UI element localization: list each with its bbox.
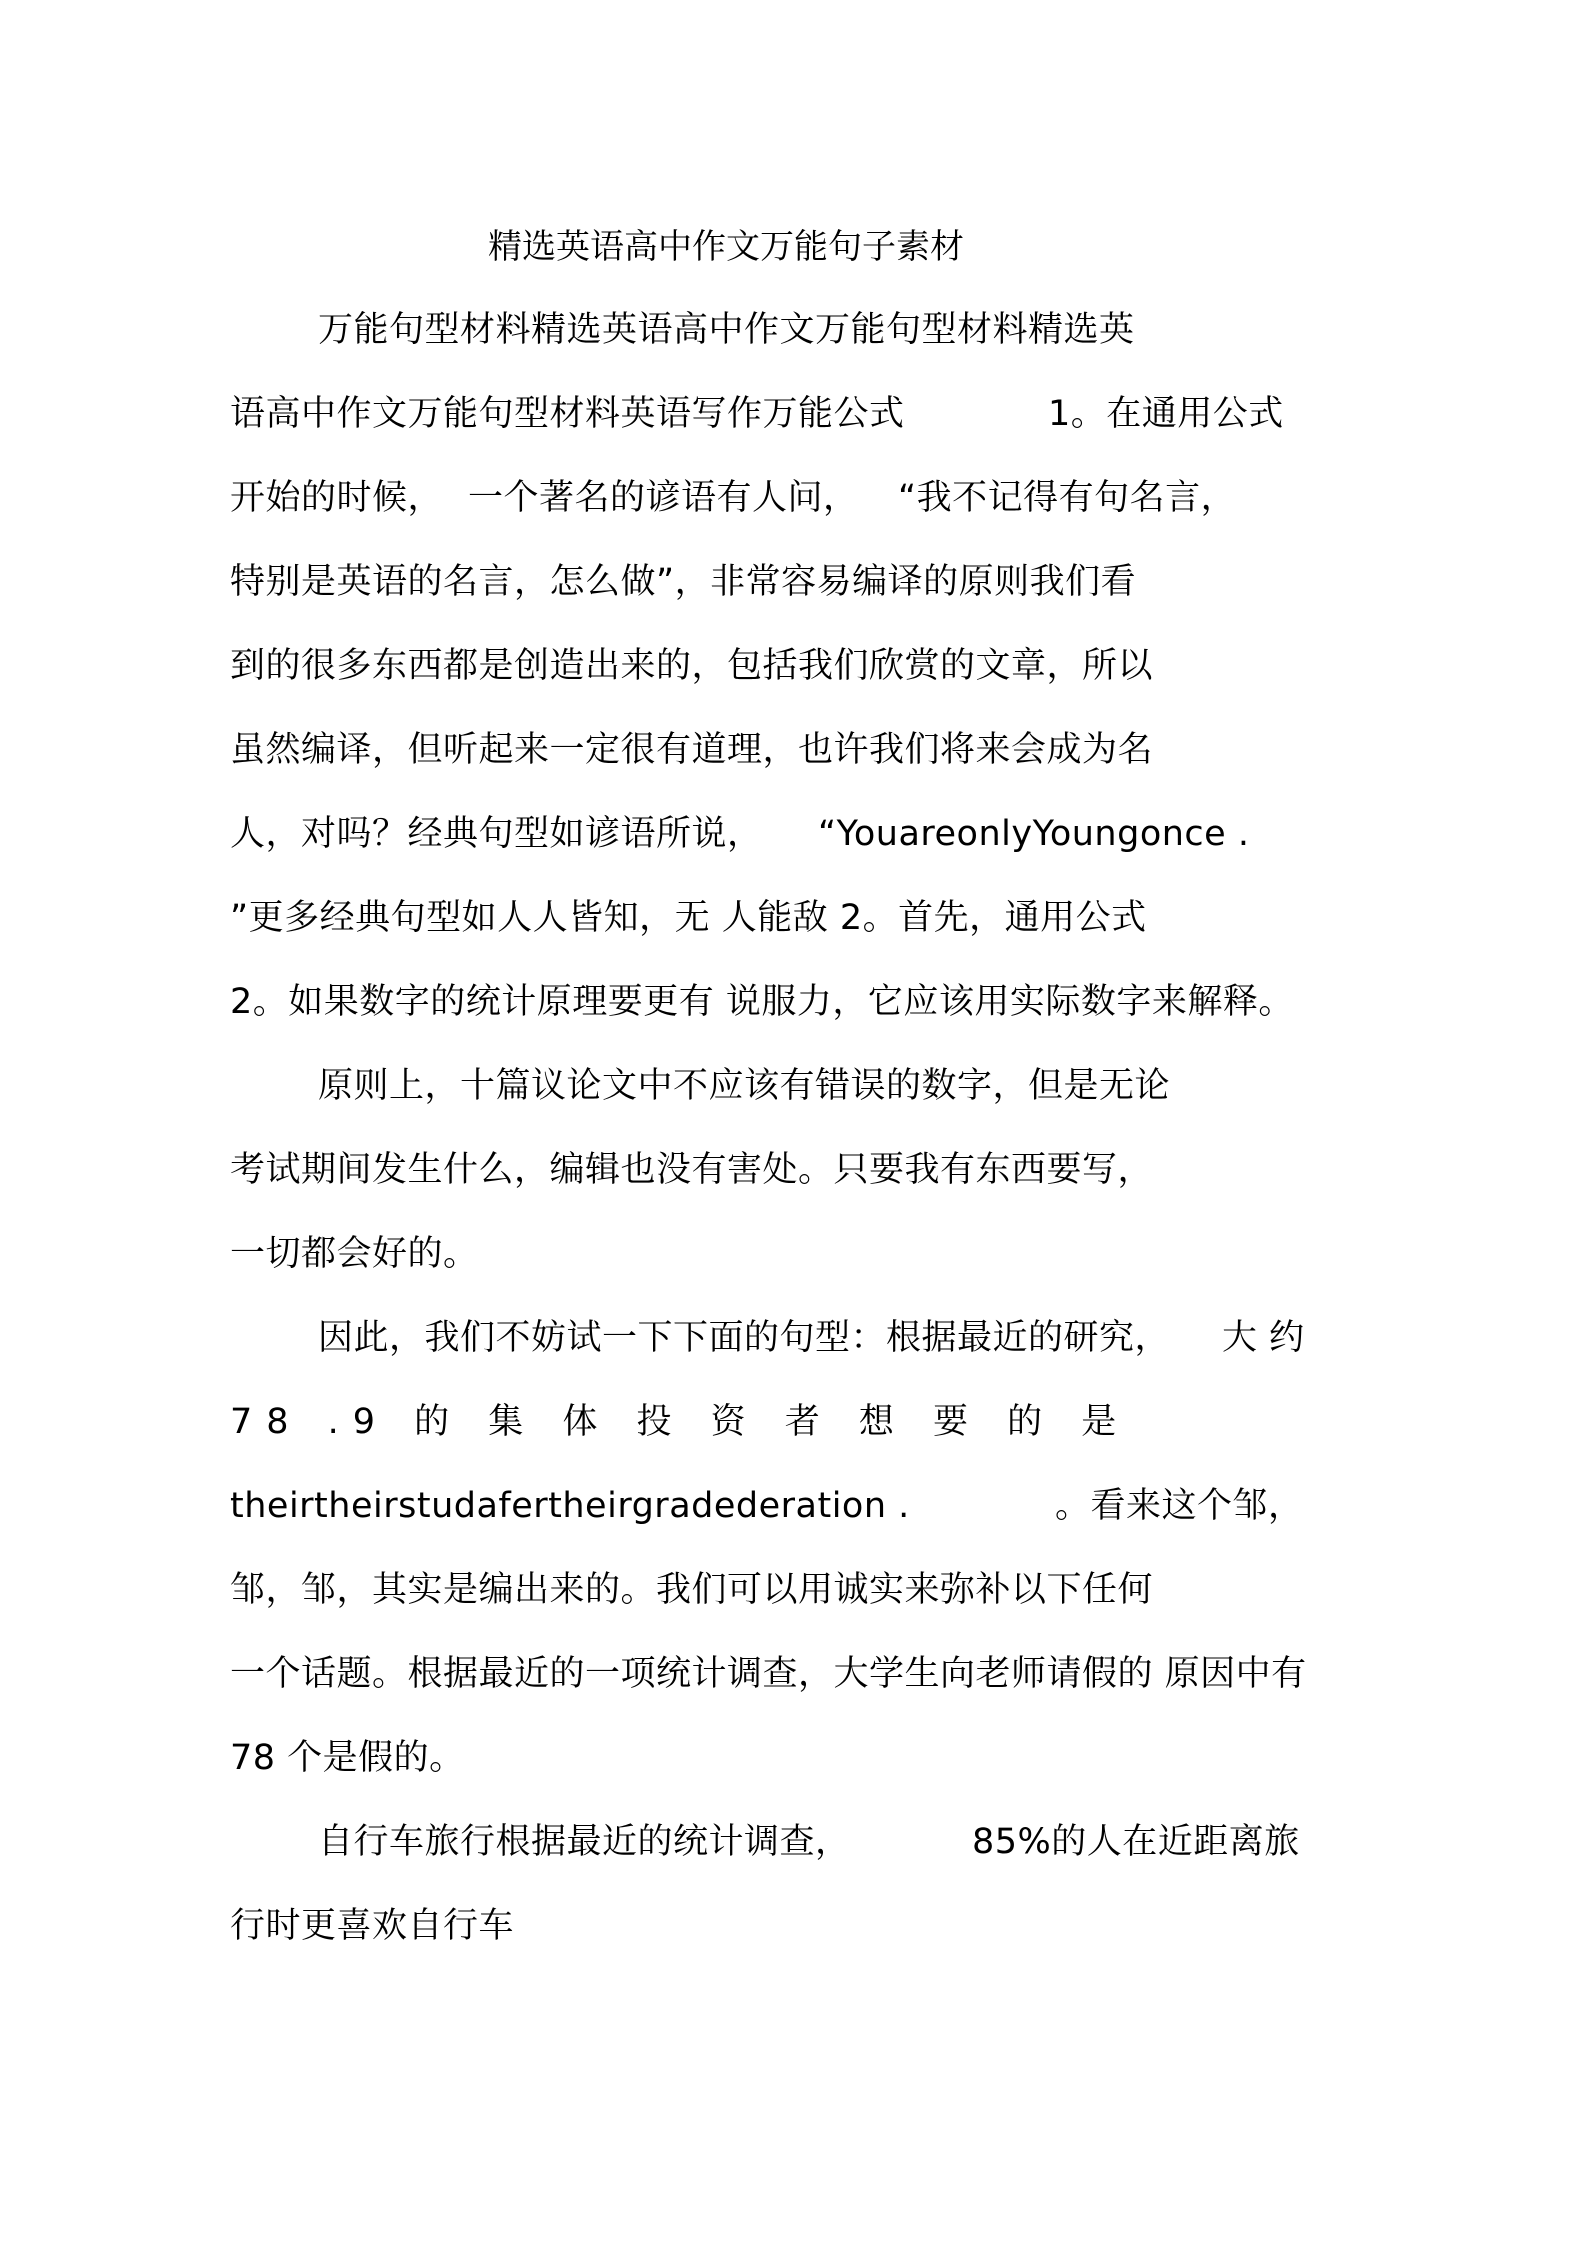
- paragraph-line: 原则上，十篇议论文中不应该有错误的数字，但是无论: [318, 1066, 1171, 1106]
- line-segment: 语高中作文万能句型材料英语写作万能公式: [230, 394, 905, 434]
- paragraph-line: 行时更喜欢自行车: [230, 1906, 515, 1946]
- line-segment: 1。在通用公式: [1048, 394, 1284, 434]
- paragraph-line: ”更多经典句型如人人皆知，无 人能敌 2。首先，通用公式: [230, 898, 1147, 938]
- paragraph-line: [230, 473, 1430, 523]
- line-segment: 。看来这个邹，: [1055, 1486, 1304, 1526]
- line-segment: 自行车旅行根据最近的统计调查，: [318, 1822, 851, 1862]
- line-segment: “我不记得有句名言，: [898, 478, 1237, 518]
- paragraph-line: 考试期间发生什么，编辑也没有害处。只要我有东西要写，: [230, 1150, 1154, 1190]
- paragraph-line: 一切都会好的。: [230, 1234, 479, 1274]
- paragraph-line: 一个话题。根据最近的一项统计调查，大学生向老师请假的 原因中有: [230, 1654, 1307, 1694]
- line-segment: 开始的时候，: [230, 478, 444, 518]
- paragraph-line: 特别是英语的名言，怎么做”，非常容易编译的原则我们看: [230, 562, 1137, 602]
- line-segment: 一个著名的谚语有人问，: [468, 478, 859, 518]
- paragraph-line: 到的很多东西都是创造出来的，包括我们欣赏的文章，所以: [230, 646, 1154, 686]
- paragraph-line: [318, 1313, 1418, 1363]
- document-title: 精选英语高中作文万能句子素材: [488, 227, 964, 267]
- paragraph-line: 邹，邹，其实是编出来的。我们可以用诚实来弥补以下任何: [230, 1570, 1154, 1610]
- paragraph-line: 2。如果数字的统计原理要更有 说服力，它应该用实际数字来解释。: [230, 982, 1294, 1022]
- paragraph-line: 78 .9 的 集 体 投 资 者 想 要 的 是: [230, 1402, 1131, 1442]
- paragraph-line: 78 个是假的。: [230, 1738, 465, 1778]
- line-segment: 人，对吗？经典句型如谚语所说，: [230, 814, 763, 854]
- line-segment: 85%的人在近距离旅: [972, 1822, 1300, 1862]
- line-segment: 大 约: [1222, 1318, 1305, 1358]
- paragraph-line: [230, 1481, 1430, 1531]
- paragraph-line: 虽然编译，但听起来一定很有道理，也许我们将来会成为名: [230, 730, 1154, 770]
- paragraph-line: [318, 1817, 1418, 1867]
- paragraph-line: [230, 389, 1430, 439]
- paragraph-line: [230, 809, 1430, 859]
- line-segment: theirtheirstudafertheirgradederation .: [230, 1486, 910, 1526]
- paragraph-line: 万能句型材料精选英语高中作文万能句型材料精选英: [318, 310, 1135, 350]
- line-segment: “YouareonlyYoungonce .: [818, 814, 1250, 854]
- line-segment: 因此，我们不妨试一下下面的句型：根据最近的研究，: [318, 1318, 1171, 1358]
